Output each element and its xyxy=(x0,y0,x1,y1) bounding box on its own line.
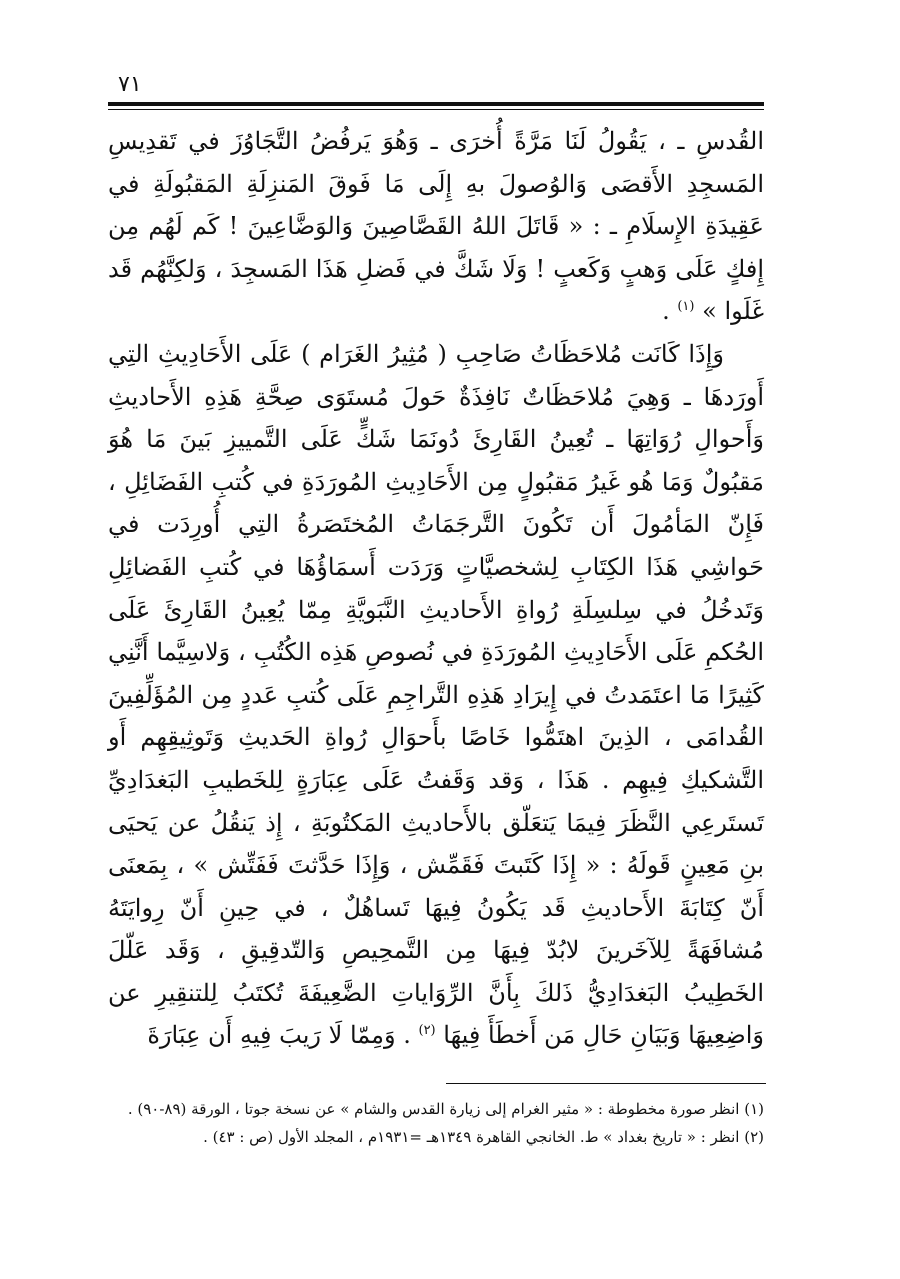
footnote-2: (٢) انظر : « تاريخ بغداد » ط. الخانجي القاهرة ١٣٤٩هـ =١٩٣١م ، المجلد الأول (ص : ٤٣) . xyxy=(203,1128,764,1146)
header-rule-thin xyxy=(108,109,764,110)
page-number: ٧١ xyxy=(118,72,142,97)
paragraph-2-text: وَإِذَا كَانَت مُلاحَظَاتُ صَاحِبِ ( مُثِيرُ الغَرَام ) عَلَى الأَحَادِيثِ التِي أَورَدهَا ـ وَهِيَ مُلاحَظَاتٌ نَافِذَةٌ حَولَ مُستَوَى صِحَّةِ هَذِهِ الأَحاديثِ وَأَحوالِ رُوَاتِهَا ـ تُعِينُ القَارِئَ دُونَمَا شَكٍّ عَلَى التَّمييزِ بَينَ مَا هُوَ مَقبُولٌ وَمَا هُو غَيرُ مَقبُولٍ مِن الأَحَادِيثِ المُورَدَةِ في كُتبِ الفَضَائِلِ ، فَإِنّ المَأمُولَ أَن تَكُونَ التَّرجَمَاتُ المُختَصَرةُ التِي أُورِدَت في حَواشِي هَذَا الكِتَابِ لِشخصيَّاتٍ وَرَدَت أَسمَاؤُهَا في كُتبِ الفَضائِلِ وَتَدخُلُ في سِلسِلَةِ رُواةِ الأَحاديثِ النَّبَويَّةِ مِمّا يُعِينُ القَارِئَ عَلَى الحُكمِ عَلَى الأَحَادِيثِ المُورَدَةِ في نُصوصِ هَذِه الكُتُبِ ، وَلاسِيَّما أَنَّنِي كَثِيرًا مَا اعتَمَدتُ في إِيرَادِ هَذِهِ التَّراجِمِ عَلَى كُتبِ عَددٍ مِن المُؤَلِّفِينَ القُدامَى ، الذِينَ اهتَمُّوا خَاصًا بأَحوَالِ رُواةِ الحَديثِ وَتَوثِيقِهِم أَو التَّشكيكِ فِيهِم . هَذَا ، وَقد وَقَفتُ عَلَى عِبَارَةٍ لِلخَطيبِ البَغدَادِيِّ تَستَرعِي النَّظَرَ فِيمَا يَتعَلّق بالأَحاديثِ المَكتُوبَةِ ، إِذ يَنقُلُ عن يَحيَى بنِ مَعِينٍ قَولَهُ : « إِذَا كَتَبتَ فَقَمِّش ، وَإِذَا حَدَّثتَ فَفَتِّش » ، بِمَعنَى أَنّ كِتَابَةَ الأَحاديثِ قَد يَكُونُ فِيهَا تَساهُلٌ ، في حِينِ أَنّ رِوايَتَهُ مُشافَهَةً لِلآخَرينَ لابُدّ فِيهَا مِن التَّمحِيصِ وَالتّدقِيقِ ، وَقَد عَلّلَ الخَطِيبُ البَغدَادِيُّ ذَلكَ بِأَنَّ الرِّوَاياتِ الضَّعِيفَةَ تُكتَبُ لِلتنقِيرِ عن وَاضِعِيهَا وَبَيَانِ حَالِ مَن أَخطَأَ فِيهَا xyxy=(108,339,765,1050)
footnotes xyxy=(108,1095,764,1151)
paragraph-2 xyxy=(108,333,764,1057)
footnote-1: (١) انظر صورة مخطوطة : « مثير الغرام إلى زيارة القدس والشام » عن نسخة جوتا ، الورقة (٨٩-٩٠) . xyxy=(127,1100,764,1118)
paragraph-1-text: القُدسِ ـ ، يَقُولُ لَنَا مَرَّةً أُخرَى ـ وَهُوَ يَرفُضُ التَّجَاوُزَ في تَقدِيسِ المَسجِدِ الأَقصَى وَالوُصولَ بهِ إِلَى مَا فَوقَ المَنزِلَةِ المَقبُولَةِ في عَقِيدَةِ الإِسلَامِ ـ : « قَاتَلَ اللهُ القَصَّاصِينَ وَالوَضَّاعِينَ ! كَم لَهُم مِن إِفكٍ عَلَى وَهبٍ وَكَعبٍ ! وَلَا شَكَّ في فَضلِ هَذَا المَسجِدَ ، وَلكِنَّهُم قَد غَلَوا » xyxy=(108,127,764,326)
footnote-ref-2[interactable]: (٢) xyxy=(418,1023,436,1039)
header-rule-thick xyxy=(108,102,764,106)
footnote-separator xyxy=(446,1083,766,1084)
body-text xyxy=(108,120,764,1057)
footnote-ref-1[interactable]: (١) xyxy=(677,299,695,315)
paragraph-1: القُدسِ ـ ، يَقُولُ لَنَا مَرَّةً أُخرَى ـ وَهُوَ يَرفُضُ التَّجَاوُزَ في تَقدِيسِ المَسجِدِ الأَقصَى وَالوُصولَ بهِ إِلَى مَا فَوقَ المَنزِلَةِ المَقبُولَةِ في عَقِيدَةِ الإِسلَامِ ـ : « قَاتَلَ اللهُ القَصَّاصِينَ وَالوَضَّاعِينَ ! كَم لَهُم مِن إِفكٍ عَلَى وَهبٍ وَكَعبٍ ! وَلَا شَكَّ في فَضلِ هَذَا المَسجِدَ ، وَلكِنَّهُم قَد غَلَوا » $^{(١)}$ . xyxy=(108,127,764,326)
paragraph-2-tail: . وَمِمّا لَا رَيبَ فِيهِ أَن عِبَارَةَ xyxy=(147,1021,411,1050)
